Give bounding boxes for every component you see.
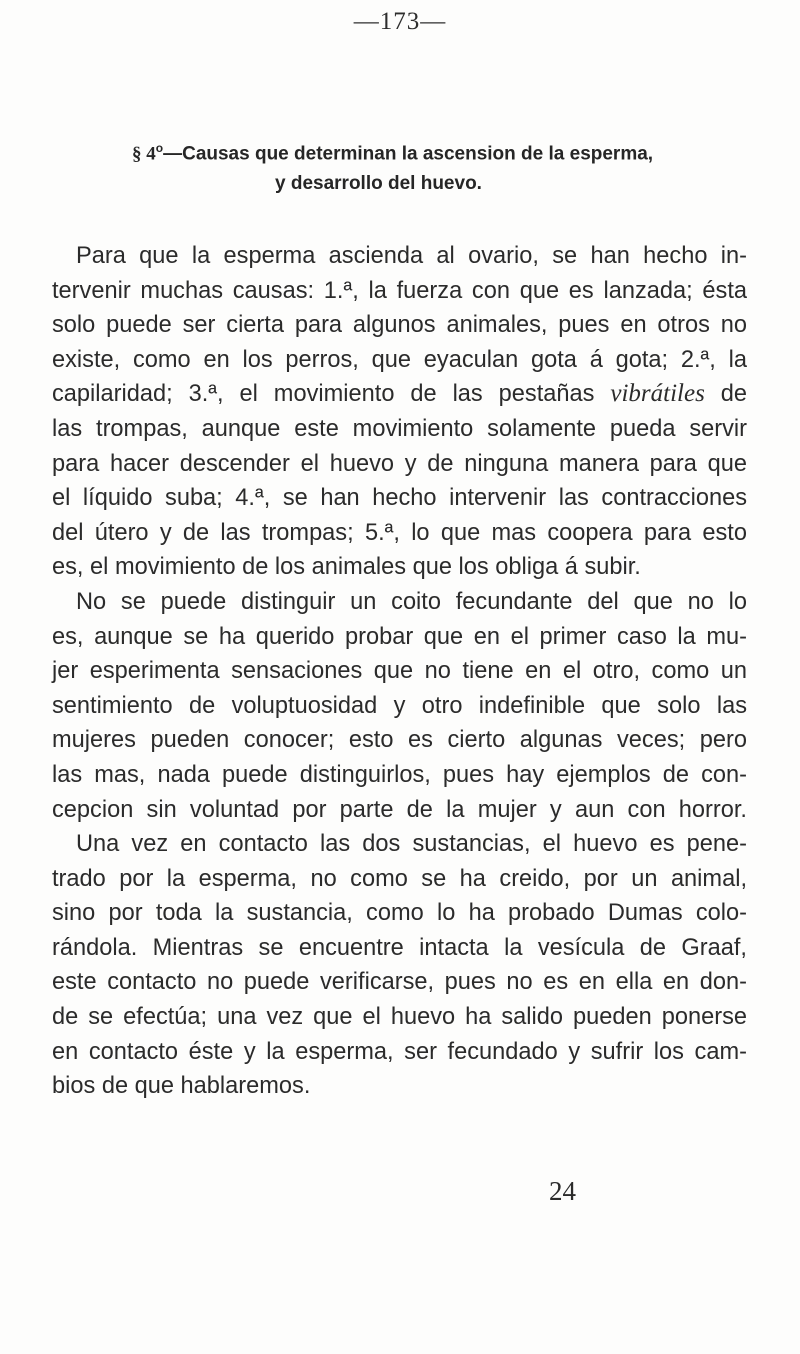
text-line: tervenir muchas causas: 1.ª, la fuerza con que es lanzada; ésta	[52, 277, 747, 304]
heading-title-part-1: —Causas que determinan la ascension de la esperma,	[163, 143, 654, 165]
printer-signature-mark: 24	[549, 1176, 576, 1206]
italic-term: vibrátiles	[610, 380, 705, 408]
heading-ordinal: o	[155, 141, 164, 155]
body-text	[52, 239, 747, 1104]
text-line: este contacto no puede verificarse, pues no es en ella en don-	[52, 969, 747, 996]
text-line: el líquido suba; 4.ª, se han hecho intervenir las contracciones	[52, 485, 747, 512]
text-line: es, aunque se ha querido probar que en el primer caso la mu-	[52, 623, 747, 650]
text-line	[52, 377, 747, 412]
text-line: sino por toda la sustancia, como lo ha probado Dumas colo-	[52, 900, 747, 927]
text-line: en contacto éste y la esperma, ser fecundado y sufrir los cam-	[52, 1038, 747, 1065]
heading-line-2: y desarrollo del huevo.	[275, 173, 482, 195]
text-line: existe, como en los perros, que eyaculan gota á gota; 2.ª, la	[52, 346, 747, 373]
section-heading	[120, 133, 680, 199]
text-line: del útero y de las trompas; 5.ª, lo que mas coopera para esto	[52, 519, 747, 546]
text-line: bios de que hablaremos.	[52, 1073, 311, 1100]
text-line: solo puede ser cierta para algunos animales, pues en otros no	[52, 312, 747, 339]
text-line: las mas, nada puede distinguirlos, pues hay ejemplos de con-	[52, 761, 747, 788]
text-line: jer esperimenta sensaciones que no tiene en el otro, como un	[52, 658, 747, 685]
text-line: las trompas, aunque este movimiento solamente pueda servir	[52, 415, 747, 442]
text-line: mujeres pueden conocer; esto es cierto algunas veces; pero	[52, 727, 747, 754]
text-line: rándola. Mientras se encuentre intacta la vesícula de Graaf,	[52, 934, 747, 961]
text-line: de se efectúa; una vez que el huevo ha salido pueden ponerse	[52, 1004, 747, 1031]
text-line: cepcion sin voluntad por parte de la mujer y aun con horror.	[52, 796, 747, 823]
text-line: No se puede distinguir un coito fecundante del que no lo	[76, 588, 747, 615]
heading-line-1	[120, 133, 680, 169]
text-line: trado por la esperma, no como se ha creido, por un animal,	[52, 865, 747, 892]
page-number: —173—	[353, 8, 447, 35]
text-line-part: de	[704, 381, 747, 408]
text-line: Para que la esperma ascienda al ovario, se han hecho in-	[76, 243, 747, 269]
text-line: es, el movimiento de los animales que los obliga á subir.	[52, 554, 641, 581]
text-line: para hacer descender el huevo y de ninguna manera para que	[52, 450, 747, 477]
heading-section-number: § 4	[132, 143, 156, 165]
text-line: Una vez en contacto las dos sustancias, el huevo es pene-	[76, 831, 747, 858]
text-line-part: capilaridad; 3.ª, el movimiento de las pestañas	[52, 381, 611, 408]
text-line: sentimiento de voluptuosidad y otro indefinible que solo las	[52, 692, 747, 719]
